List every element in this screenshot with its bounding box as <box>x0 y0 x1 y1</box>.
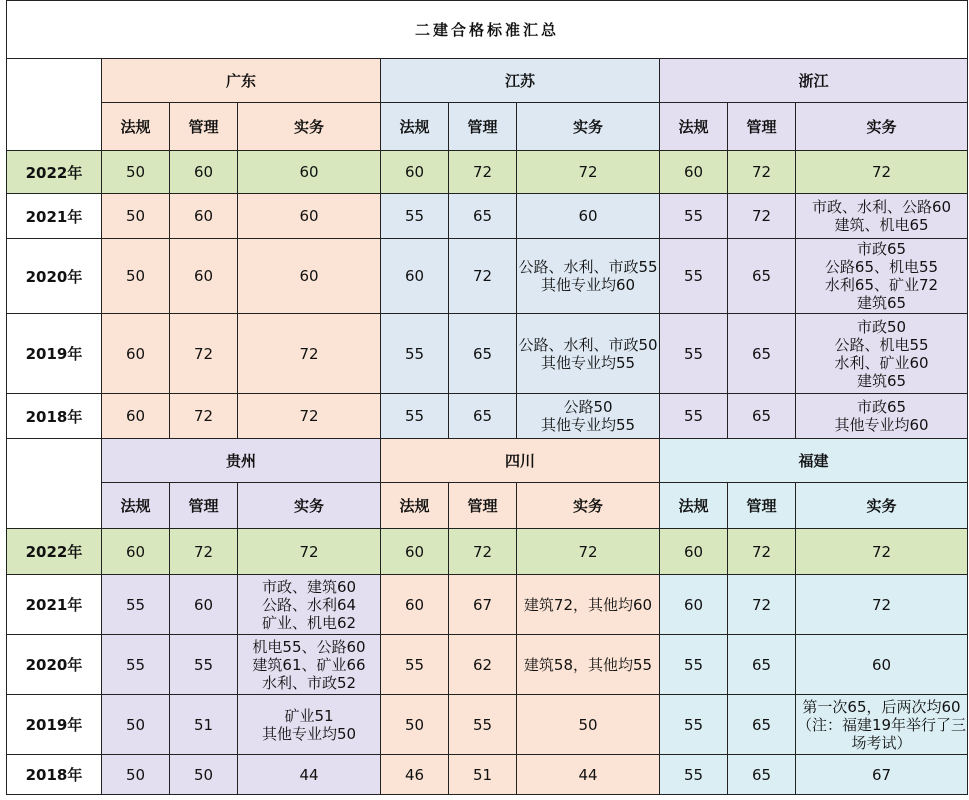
value-cell: 65 <box>728 755 796 795</box>
subject-header: 实务 <box>517 483 660 529</box>
subject-header: 法规 <box>660 483 728 529</box>
table-row <box>7 575 968 635</box>
value-cell: 55 <box>660 239 728 314</box>
value-cell: 72 <box>449 239 517 314</box>
table-row <box>7 239 968 314</box>
province-header: 浙江 <box>660 59 968 103</box>
value-cell: 50 <box>381 695 449 755</box>
value-cell: 60 <box>170 239 238 314</box>
province-header: 贵州 <box>102 439 381 483</box>
value-cell: 建筑58，其他均55 <box>517 635 660 695</box>
value-cell: 65 <box>449 314 517 394</box>
subject-header: 实务 <box>238 103 381 151</box>
subject-header: 法规 <box>102 483 170 529</box>
value-cell: 市政65 其他专业均60 <box>796 394 968 439</box>
standards-table <box>6 0 968 795</box>
value-cell: 72 <box>728 575 796 635</box>
value-cell: 矿业51 其他专业均50 <box>238 695 381 755</box>
table-row <box>7 529 968 575</box>
year-cell: 2018年 <box>7 755 102 795</box>
subject-header: 管理 <box>728 483 796 529</box>
value-cell: 72 <box>238 529 381 575</box>
value-cell: 公路、水利、市政50 其他专业均55 <box>517 314 660 394</box>
value-cell: 55 <box>381 314 449 394</box>
value-cell: 60 <box>381 151 449 194</box>
value-cell: 51 <box>449 755 517 795</box>
table-row <box>7 695 968 755</box>
value-cell: 机电55、公路60 建筑61、矿业66 水利、市政52 <box>238 635 381 695</box>
value-cell: 55 <box>660 635 728 695</box>
value-cell: 60 <box>238 239 381 314</box>
page-title: 二建合格标准汇总 <box>7 1 968 59</box>
subject-header: 实务 <box>796 103 968 151</box>
value-cell: 55 <box>660 755 728 795</box>
value-cell: 51 <box>170 695 238 755</box>
province-header: 江苏 <box>381 59 660 103</box>
value-cell: 55 <box>170 635 238 695</box>
value-cell: 72 <box>796 151 968 194</box>
value-cell: 55 <box>660 314 728 394</box>
value-cell: 72 <box>238 314 381 394</box>
subject-header: 实务 <box>796 483 968 529</box>
value-cell: 60 <box>517 194 660 239</box>
value-cell: 72 <box>517 529 660 575</box>
subject-header: 管理 <box>170 103 238 151</box>
province-header: 四川 <box>381 439 660 483</box>
value-cell: 60 <box>170 194 238 239</box>
subject-header: 管理 <box>170 483 238 529</box>
value-cell: 市政65 公路65、机电55 水利65、矿业72 建筑65 <box>796 239 968 314</box>
subject-header: 管理 <box>449 103 517 151</box>
value-cell: 65 <box>449 394 517 439</box>
table-row <box>7 635 968 695</box>
value-cell: 60 <box>102 314 170 394</box>
subject-header: 管理 <box>728 103 796 151</box>
value-cell: 60 <box>238 151 381 194</box>
value-cell: 72 <box>796 529 968 575</box>
subject-header: 管理 <box>449 483 517 529</box>
value-cell: 50 <box>102 695 170 755</box>
value-cell: 55 <box>381 394 449 439</box>
value-cell: 72 <box>170 529 238 575</box>
value-cell: 72 <box>728 529 796 575</box>
subject-header: 实务 <box>517 103 660 151</box>
value-cell: 55 <box>381 635 449 695</box>
value-cell: 60 <box>660 529 728 575</box>
value-cell: 55 <box>660 695 728 755</box>
year-cell: 2020年 <box>7 239 102 314</box>
subject-header: 法规 <box>660 103 728 151</box>
value-cell: 公路、水利、市政55 其他专业均60 <box>517 239 660 314</box>
value-cell: 65 <box>449 194 517 239</box>
table-row <box>7 314 968 394</box>
value-cell: 65 <box>728 314 796 394</box>
province-header: 广东 <box>102 59 381 103</box>
value-cell: 60 <box>796 635 968 695</box>
value-cell: 60 <box>102 529 170 575</box>
value-cell: 72 <box>728 151 796 194</box>
value-cell: 60 <box>238 194 381 239</box>
value-cell: 44 <box>517 755 660 795</box>
value-cell: 市政、建筑60 公路、水利64 矿业、机电62 <box>238 575 381 635</box>
value-cell: 50 <box>517 695 660 755</box>
year-cell: 2019年 <box>7 695 102 755</box>
value-cell: 60 <box>381 575 449 635</box>
year-cell: 2022年 <box>7 529 102 575</box>
value-cell: 50 <box>170 755 238 795</box>
value-cell: 67 <box>796 755 968 795</box>
value-cell: 72 <box>517 151 660 194</box>
value-cell: 第一次65，后两次均60 （注：福建19年举行了三场考试） <box>796 695 968 755</box>
value-cell: 60 <box>102 394 170 439</box>
value-cell: 72 <box>449 529 517 575</box>
value-cell: 50 <box>102 755 170 795</box>
year-cell: 2022年 <box>7 151 102 194</box>
value-cell: 建筑72，其他均60 <box>517 575 660 635</box>
subject-header: 法规 <box>102 103 170 151</box>
value-cell: 72 <box>449 151 517 194</box>
subject-header: 实务 <box>238 483 381 529</box>
value-cell: 72 <box>170 394 238 439</box>
value-cell: 55 <box>449 695 517 755</box>
table-row <box>7 755 968 795</box>
province-header: 福建 <box>660 439 968 483</box>
year-cell: 2020年 <box>7 635 102 695</box>
value-cell: 72 <box>238 394 381 439</box>
value-cell: 市政、水利、公路60 建筑、机电65 <box>796 194 968 239</box>
year-cell: 2019年 <box>7 314 102 394</box>
value-cell: 55 <box>381 194 449 239</box>
value-cell: 65 <box>728 239 796 314</box>
value-cell: 60 <box>381 529 449 575</box>
corner-cell <box>7 59 102 151</box>
value-cell: 50 <box>102 194 170 239</box>
value-cell: 72 <box>728 194 796 239</box>
year-cell: 2018年 <box>7 394 102 439</box>
value-cell: 65 <box>728 695 796 755</box>
subject-header: 法规 <box>381 483 449 529</box>
value-cell: 60 <box>170 151 238 194</box>
year-cell: 2021年 <box>7 194 102 239</box>
year-cell: 2021年 <box>7 575 102 635</box>
value-cell: 65 <box>728 635 796 695</box>
table-row <box>7 151 968 194</box>
value-cell: 55 <box>660 194 728 239</box>
value-cell: 60 <box>660 575 728 635</box>
table-row <box>7 194 968 239</box>
table-row <box>7 394 968 439</box>
value-cell: 50 <box>102 151 170 194</box>
value-cell: 55 <box>102 575 170 635</box>
value-cell: 62 <box>449 635 517 695</box>
value-cell: 46 <box>381 755 449 795</box>
value-cell: 公路50 其他专业均55 <box>517 394 660 439</box>
value-cell: 50 <box>102 239 170 314</box>
value-cell: 55 <box>660 394 728 439</box>
value-cell: 72 <box>170 314 238 394</box>
value-cell: 65 <box>728 394 796 439</box>
value-cell: 60 <box>170 575 238 635</box>
value-cell: 市政50 公路、机电55 水利、矿业60 建筑65 <box>796 314 968 394</box>
corner-cell <box>7 439 102 529</box>
value-cell: 60 <box>660 151 728 194</box>
value-cell: 72 <box>796 575 968 635</box>
value-cell: 55 <box>102 635 170 695</box>
value-cell: 44 <box>238 755 381 795</box>
value-cell: 60 <box>381 239 449 314</box>
value-cell: 67 <box>449 575 517 635</box>
subject-header: 法规 <box>381 103 449 151</box>
